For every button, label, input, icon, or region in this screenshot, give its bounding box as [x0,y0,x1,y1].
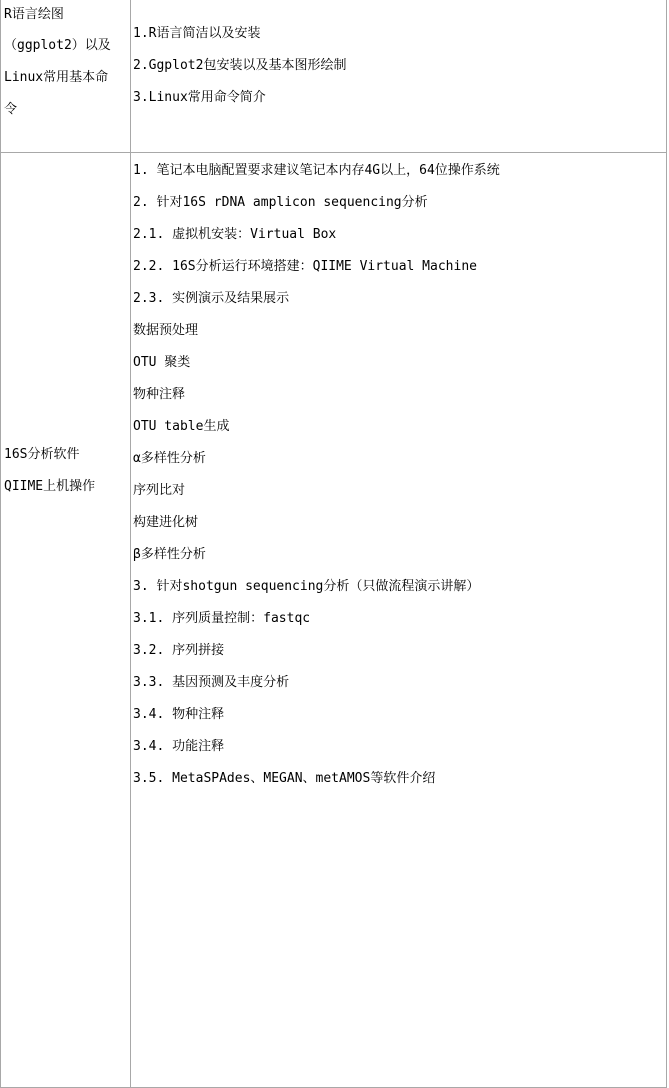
content-line: 3.2. 序列拼接 [133,643,225,658]
topic-line: R语言绘图 [4,7,64,22]
table-row [1,153,667,1088]
topic-cell [1,153,131,1088]
content-line: 3.1. 序列质量控制：fastqc [133,611,311,626]
content-line: 3.3. 基因预测及丰度分析 [133,675,290,690]
content-line: 3. 针对shotgun sequencing分析（只做流程演示讲解） [133,579,480,594]
content-line: 数据预处理 [133,323,199,338]
content-cell [131,0,667,153]
content-line: 2.1. 虚拟机安装：Virtual Box [133,227,337,242]
topic-line: 令 [4,102,18,117]
content-line: 1. 笔记本电脑配置要求建议笔记本内存4G以上，64位操作系统 [133,163,500,178]
content-line: 2.Ggplot2包安装以及基本图形绘制 [133,58,347,73]
topic-line: Linux常用基本命 [4,70,109,85]
content-line: OTU table生成 [133,419,230,434]
content-line: 3.4. 功能注释 [133,739,225,754]
content-line: 物种注释 [133,387,186,402]
content-line: α多样性分析 [133,451,206,466]
content-line: 2. 针对16S rDNA amplicon sequencing分析 [133,195,428,210]
topic-line: （ggplot2）以及 [4,38,111,53]
content-line: 1.R语言简洁以及安装 [133,26,261,41]
content-line: 序列比对 [133,483,186,498]
topic-line: QIIME上机操作 [4,479,96,494]
topic-cell [1,0,131,153]
content-cell [131,153,667,1088]
content-line: 3.Linux常用命令简介 [133,90,266,105]
content-line: 3.4. 物种注释 [133,707,225,722]
content-line: β多样性分析 [133,547,206,562]
topic-line: 16S分析软件 [4,447,80,462]
content-line: 3.5. MetaSPAdes、MEGAN、metAMOS等软件介绍 [133,771,436,786]
content-line: 2.3. 实例演示及结果展示 [133,291,290,306]
content-line: 2.2. 16S分析运行环境搭建：QIIME Virtual Machine [133,259,477,274]
content-line: OTU 聚类 [133,355,191,370]
table-row [1,0,667,153]
content-line: 构建进化树 [133,515,199,530]
